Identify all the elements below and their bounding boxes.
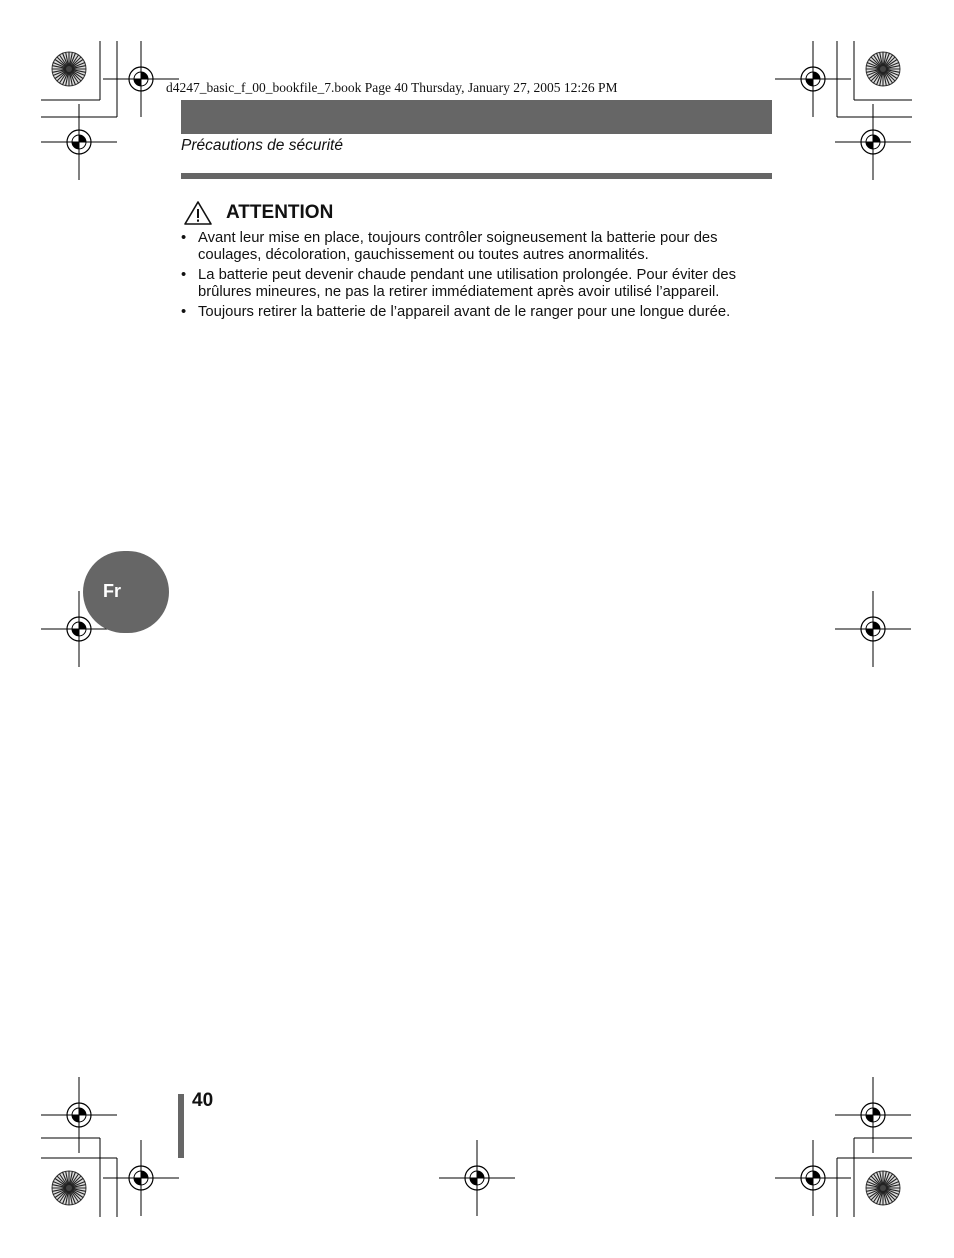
bullet-marker: • <box>181 304 187 320</box>
attention-title: ATTENTION <box>226 202 334 223</box>
bullet-marker: • <box>181 230 187 246</box>
list-item-text: Avant leur mise en place, toujours contrôler soigneusement la batterie pour des coulages, décoloration, gauchissement ou toutes autres anormalités. <box>198 230 718 263</box>
list-item <box>181 304 773 321</box>
page-number: 40 <box>192 1090 214 1111</box>
attention-heading <box>183 198 333 228</box>
header-band <box>181 100 772 134</box>
language-tab <box>83 551 169 633</box>
list-item-text: Toujours retirer la batterie de l’appareil avant de le ranger pour une longue durée. <box>198 304 731 320</box>
section-title: Précautions de sécurité <box>181 137 343 154</box>
warning-triangle-icon <box>183 200 213 226</box>
attention-list <box>181 230 773 324</box>
book-file-header: d4247_basic_f_00_bookfile_7.book Page 40 Thursday, January 27, 2005 12:26 PM <box>166 80 618 95</box>
language-tab-label: Fr <box>103 581 121 601</box>
page-number-bar <box>178 1094 184 1158</box>
section-rule <box>181 173 772 179</box>
bullet-marker: • <box>181 267 187 283</box>
list-item <box>181 230 773 264</box>
list-item <box>181 267 773 301</box>
list-item-text: La batterie peut devenir chaude pendant une utilisation prolongée. Pour éviter des brûlures mineures, ne pas la retirer immédiatement après avoir utilisé l’appareil. <box>198 267 736 300</box>
